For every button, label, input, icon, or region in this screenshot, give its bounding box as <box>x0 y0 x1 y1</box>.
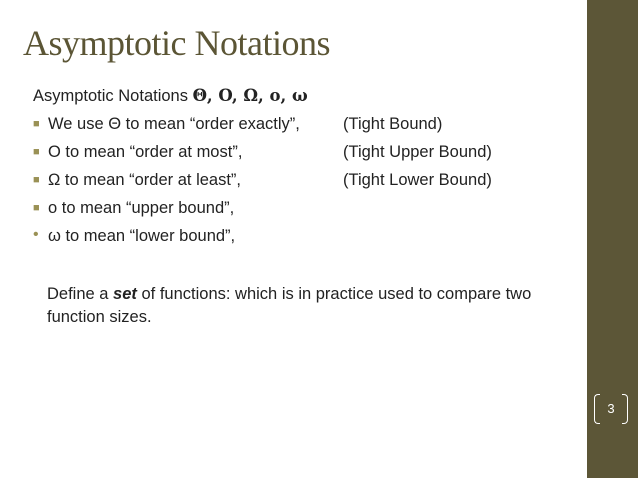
bullet-text: Ω to mean “order at least”, <box>48 171 241 189</box>
definition-paragraph <box>47 283 547 329</box>
intro-symbols: Θ, O, Ω, o, ω <box>192 86 308 105</box>
bullet-text: o to mean “upper bound”, <box>48 199 235 217</box>
intro-line <box>33 85 578 113</box>
bullet-text: We use Θ to mean “order exactly”, <box>48 115 300 133</box>
square-bullet-icon: ■ <box>33 174 40 186</box>
para-after: of functions: which is in practice used to compare two function sizes. <box>47 285 532 326</box>
square-bullet-icon: ■ <box>33 202 40 214</box>
bullet-note: (Tight Bound) <box>343 115 443 133</box>
slide-body <box>33 85 578 253</box>
round-bullet-icon: • <box>33 226 39 243</box>
square-bullet-icon: ■ <box>33 118 40 130</box>
intro-text: Asymptotic Notations <box>33 87 193 105</box>
bullet-item <box>33 197 578 225</box>
page-number-bracket-right <box>622 394 628 424</box>
bullet-note: (Tight Lower Bound) <box>343 171 492 189</box>
bullet-item <box>33 113 578 141</box>
bullet-text: ω to mean “lower bound”, <box>48 227 236 245</box>
bullet-item <box>33 225 578 253</box>
para-before: Define a <box>47 285 114 303</box>
bullet-item <box>33 141 578 169</box>
square-bullet-icon: ■ <box>33 146 40 158</box>
page-number: 3 <box>607 401 615 416</box>
bullet-note: (Tight Upper Bound) <box>343 143 492 161</box>
slide-title: Asymptotic Notations <box>23 23 330 63</box>
bullet-item <box>33 169 578 197</box>
para-emphasis: set <box>113 285 137 303</box>
bullet-text: O to mean “order at most”, <box>48 143 243 161</box>
